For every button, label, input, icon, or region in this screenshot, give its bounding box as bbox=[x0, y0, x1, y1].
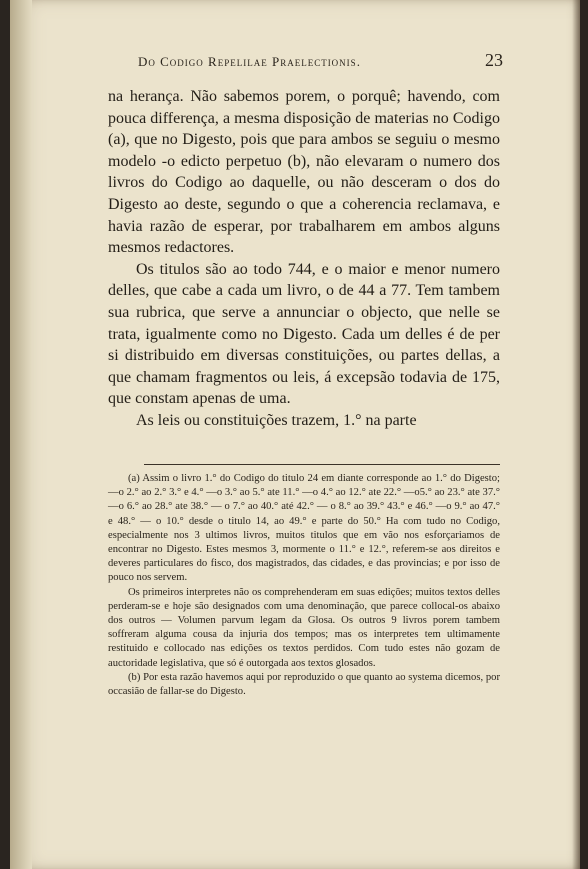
page-number: 23 bbox=[485, 50, 503, 70]
book-page bbox=[10, 0, 580, 869]
footnote: (b) Por esta razão havemos aqui por reproduzido o que quanto ao systema dicemos, por occasião de fallar-se do Digesto. bbox=[108, 671, 500, 698]
footnote: Os primeiros interpretes não os comprehenderam em suas edições; muitos textos delles perderam-se e hoje são designados com uma denominação, que parece collocal-os abaixo dos outros — Volumen parvum legam da Glosa. Os outros 9 livros porem tambem soffreram alguma cousa da injuria dos tempos; mas os interpretes tem ultimamente restituido e collocado nas edições os textos perdidos. Com tudo estes não gozam de auctoridade legislativa, que só é outorgada aos textos glosados. bbox=[108, 586, 500, 669]
footnotes bbox=[108, 472, 500, 699]
footnote: (a) Assim o livro 1.° do Codigo do titulo 24 em diante corresponde ao 1.° do Digesto; —o 2.° ao 2.° 3.° e 4.° —o 3.° ao 5.° ate 11.° —o 4.° ao 12.° ate 22.° —o5.° ao 23.° ate 37.° —o 6.° ao 28.° ate 38.° — o 7.° ao 40.° até 42.° — o 8.° ao 39.° 43.° e 46.° —o 9.° ao 47.° e 48.° — o 10.° desde o titulo 14, ao 49.° e parte do 50.° Ha com tudo no Codigo, especialmente nos 3 ultimos livros, muitos titulos que em vão nos esforçariamos de encontrar no Digesto. Estes mesmos 3, mormente o 11.° e 12.°, referem-se aos direitos e deveres particulares do fisco, dos magistrados, das cidades, e das provincias; e por isso de pouco nos servem. bbox=[108, 473, 500, 584]
page-edge-shadow bbox=[572, 0, 580, 869]
paragraph: na herança. Não sabemos porem, o porquê; havendo, com pouca differença, a mesma disposição de materias no Codigo (a), que no Digesto, pois que para ambos se seguiu o mesmo modelo -o edicto perpetuo (b), não elevaram o numero dos livros do Codigo ao daquelle, ou não desceram o dos do Digesto ao deste, segundo o que a coherencia reclamava, e havia razão de esperar, por trabalharem em ambos alguns mesmos redactores. bbox=[108, 88, 500, 257]
page-gutter-shadow bbox=[10, 0, 32, 869]
footnote-rule bbox=[144, 464, 500, 465]
main-text bbox=[108, 86, 500, 432]
paragraph: Os titulos são ao todo 744, e o maior e menor numero delles, que cabe a cada um livro, o de 44 a 77. Tem tambem sua rubrica, que serve a annunciar o objecto, que nelle se trata, igualmente como no Digesto. Cada um delles é de per si distribuido em diversas constituições, ou partes dellas, a que chamam fragmentos ou leis, á excepsão todavia de 175, que constam apenas de uma. bbox=[108, 260, 500, 408]
running-title: Do Codigo Repelilae Praelectionis. bbox=[138, 54, 361, 69]
running-header bbox=[138, 52, 503, 74]
paragraph: As leis ou constituições trazem, 1.° na parte bbox=[136, 411, 417, 429]
